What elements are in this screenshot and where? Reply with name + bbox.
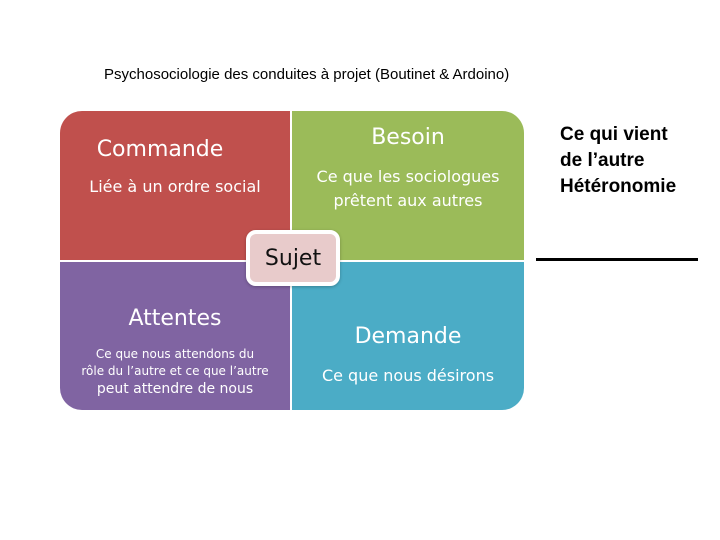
besoin-text-line2: prêtent aux autres: [333, 191, 483, 210]
slide-title: Psychosociologie des conduites à projet (Boutinet & Ardoino): [104, 66, 510, 83]
side-note-line2: de l’autre: [560, 150, 645, 171]
needs-matrix: [60, 111, 524, 410]
demande-text: Ce que nous désirons: [321, 366, 495, 385]
horizontal-rule: [536, 258, 698, 261]
commande-heading: Commande: [96, 137, 224, 162]
side-note-line1: Ce qui vient: [560, 124, 668, 145]
attentes-text-line3: peut attendre de nous: [96, 381, 254, 397]
besoin-text-line1: Ce que les sociologues: [316, 167, 500, 186]
side-note-line3: Hétéronomie: [560, 176, 677, 197]
attentes-text-line1: Ce que nous attendons du: [95, 347, 255, 361]
demande-heading: Demande: [354, 324, 462, 349]
attentes-text-line2: rôle du l’autre et ce que l’autre: [81, 364, 269, 378]
side-note: [560, 122, 676, 200]
attentes-heading: Attentes: [128, 306, 222, 331]
besoin-heading: Besoin: [371, 125, 445, 150]
commande-text: Liée à un ordre social: [89, 177, 261, 196]
sujet-center-box: Sujet: [246, 230, 340, 286]
